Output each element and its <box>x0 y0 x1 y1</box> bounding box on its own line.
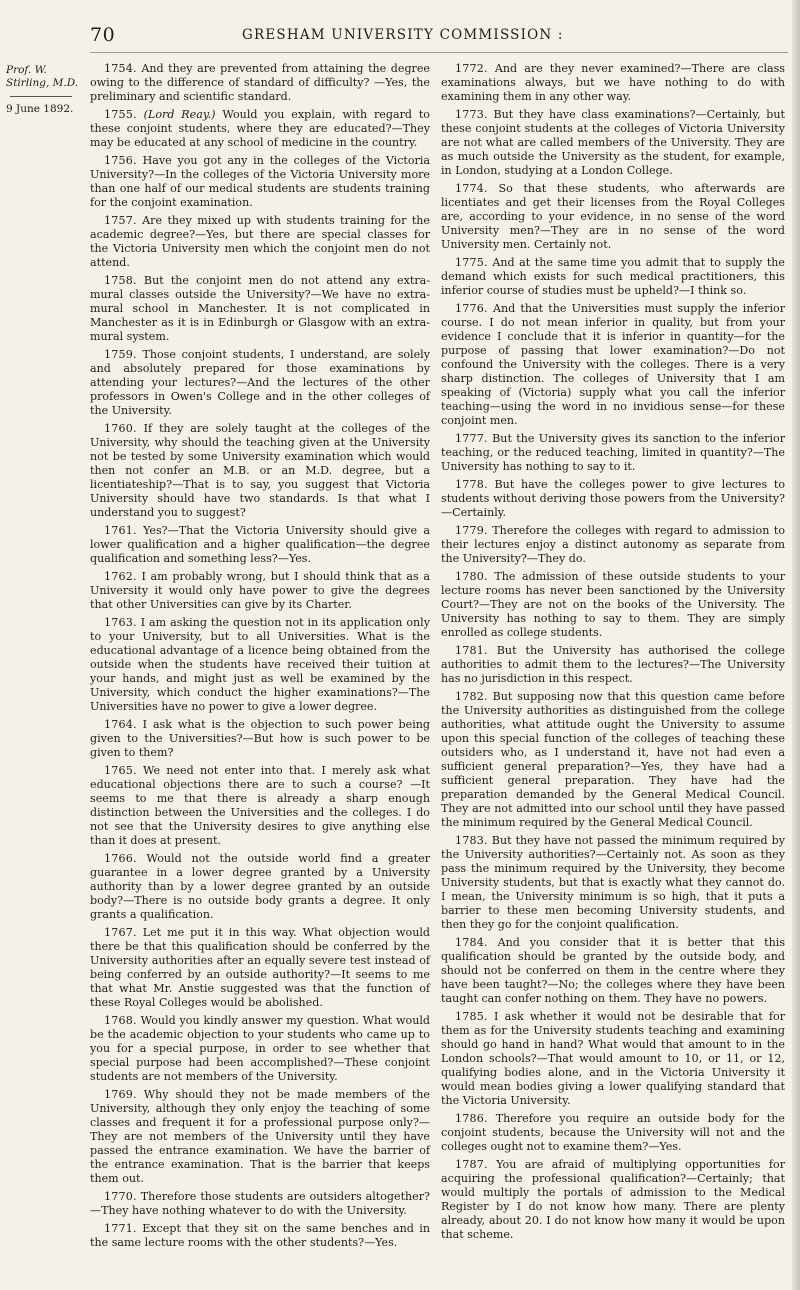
question-number: 1776. <box>455 302 488 315</box>
question-text: Why should they not be made members of the University, although they only enjoy the teaching of some classes and frequent it for a professional purpose only?—They are not members of the University until they have passed the entrance examination. We have the barrier of the entrance examination. That is the barrier that keeps them out. <box>90 1088 430 1185</box>
running-title: GRESHAM UNIVERSITY COMMISSION : <box>242 27 564 43</box>
question-paragraph <box>90 62 430 104</box>
question-text: Would not the outside world find a greater guarantee in a lower degree granted by a University authority than by a lower degree granted by an outside body?—There is no outside body grants a degree. It only grants a qualification. <box>90 852 431 921</box>
question-paragraph <box>441 690 785 830</box>
hearing-date: 9 June 1892. <box>6 103 74 115</box>
question-number: 1765. <box>104 764 137 777</box>
question-text: Have you got any in the colleges of the Victoria University?—In the colleges of the Victoria University more than one half of our medical students are students training for the conjoint examination. <box>90 154 431 209</box>
left-column <box>90 62 430 1254</box>
question-text: Therefore you require an outside body for the conjoint students, because the University will not and the colleges ought not to examine them?—Yes. <box>441 1112 785 1153</box>
question-paragraph <box>90 718 430 760</box>
margin-rule <box>10 96 72 97</box>
question-text: The admission of these outside students to your lecture rooms has never been sanctioned by the University Court?—They are not on the books of the University. The University has nothing to say to them. They are simply enrolled as college students. <box>441 570 786 639</box>
question-number: 1767. <box>104 926 137 939</box>
question-text: Are they mixed up with students training for the academic degree?—Yes, but there are special classes for the Victoria University men which the conjoint men do not attend. <box>90 214 430 269</box>
question-number: 1759. <box>104 348 137 361</box>
question-paragraph <box>90 616 430 714</box>
question-number: 1757. <box>104 214 137 227</box>
question-paragraph <box>441 936 785 1006</box>
question-number: 1785. <box>455 1010 488 1023</box>
question-number: 1768. <box>104 1014 137 1027</box>
question-number: 1761. <box>104 524 137 537</box>
question-paragraph <box>441 62 785 104</box>
question-text: I ask what is the objection to such power being given to the Universities?—But how is such power to be given to them? <box>90 718 431 759</box>
question-paragraph <box>90 852 430 922</box>
question-number: 1769. <box>104 1088 137 1101</box>
question-text: And are they never examined?—There are class examinations always, but we have nothing to do with examining them in any other way. <box>441 62 785 103</box>
question-number: 1766. <box>104 852 137 865</box>
page-header <box>70 24 770 48</box>
question-text: But they have class examinations?—Certainly, but these conjoint students at the colleges of Victoria University are not what are called members of the University. They are as much outside the University as the student, for example, in London, studying at a London College. <box>441 108 785 177</box>
question-text: But the University has authorised the college authorities to admit them to the lectures?—The University has no jurisdiction in this respect. <box>441 644 785 685</box>
witness-name: Prof. W. Stirling, M.D. <box>6 64 79 89</box>
question-text: Therefore the colleges with regard to admission to their lectures enjoy a distinct autonomy as separate from the University?—They do. <box>441 524 785 565</box>
question-paragraph <box>441 182 785 252</box>
right-column <box>441 62 785 1246</box>
question-number: 1756. <box>104 154 137 167</box>
question-number: 1779. <box>455 524 488 537</box>
question-text: Those conjoint students, I understand, are solely and absolutely prepared for those examinations by attending your lectures?—And the lectures of the other professors in Owen's College and in the other colleges of the University. <box>90 348 430 417</box>
question-text: Therefore those students are outsiders altogether?—They have nothing whatever to do with the University. <box>90 1190 430 1217</box>
question-paragraph <box>90 764 430 848</box>
question-text: And that the Universities must supply the inferior course. I do not mean inferior in quality, but from your evidence I conclude that it is inferior in quantity—for the purpose of passing that lower examination?—Do not confound the University with the colleges. There is a very sharp distinction. The colleges of University that I am speaking of (Victoria) supply what you call the inferior teaching—using the word in no invidious sense—for these conjoint men. <box>441 302 785 427</box>
header-rule <box>90 52 788 53</box>
question-number: 1773. <box>455 108 488 121</box>
question-number: 1774. <box>455 182 488 195</box>
question-text: I am probably wrong, but I should think that as a University it would only have power to give the degrees that other Universities can give by its Charter. <box>90 570 430 611</box>
question-text: But they have not passed the minimum required by the University authorities?—Certainly not. As soon as they pass the minimum required by the University, they become University students, but that is exactly what they cannot do. I mean, the University minimum is so high, that it puts a barrier to these men becoming University students, and then they go for the conjoint qualification. <box>441 834 785 931</box>
question-number: 1770. <box>104 1190 137 1203</box>
question-paragraph <box>90 1014 430 1084</box>
question-text: Except that they sit on the same benches and in the same lecture rooms with the other students?—Yes. <box>90 1222 430 1249</box>
question-number: 1783. <box>455 834 488 847</box>
question-text: You are afraid of multiplying opportunities for acquiring the professional qualification?—Certainly; that would multiply the portals of admission to the Medical Register by I do not know how many. There are plenty already, about 20. I do not know how many it would be upon that scheme. <box>441 1158 785 1241</box>
questioner-name: (Lord Reay.) <box>143 108 216 121</box>
question-number: 1778. <box>455 478 488 491</box>
question-text: I ask whether it would not be desirable that for them as for the University students teaching and examining should go hand in hand? What would that amount to in the London schools?—That would amount to 10, or 11, or 12, qualifying bodies alone, and in the Victoria University it would mean bodies giving a lower qualifying standard that the Victoria University. <box>441 1010 785 1107</box>
question-paragraph <box>90 1222 430 1250</box>
question-number: 1777. <box>455 432 488 445</box>
question-number: 1772. <box>455 62 488 75</box>
page-number: 70 <box>90 24 116 46</box>
question-paragraph <box>90 154 430 210</box>
question-number: 1763. <box>104 616 137 629</box>
question-number: 1784. <box>455 936 488 949</box>
question-text: We need not enter into that. I merely ask what educational objections there are to such a course? —It seems to me that there is already a sharp enough distinction between the Universities and the colleges. I do not see that the University desires to give anything else than it does at present. <box>90 764 431 847</box>
question-text: But the University gives its sanction to the inferior teaching, or the reduced teaching, limited in quantity?—The University has nothing to say to it. <box>441 432 786 473</box>
question-paragraph <box>441 432 785 474</box>
question-text: Let me put it in this way. What objection would there be that this qualification should be conferred by the University authorities after an equally severe test instead of being conferred by an outside authority?—It seems to me that what Mr. Anstie suggested was that the function of these Royal Colleges would be abolished. <box>90 926 430 1009</box>
question-paragraph <box>441 834 785 932</box>
question-paragraph <box>441 644 785 686</box>
question-text: I am asking the question not in its application only to your University, but to all Universities. What is the educational advantage of a licence being obtained from the outside when the students have received their tuition at your hands, and might just as well be examined by the University, which conduct the higher examinations?—The Universities have no power to give a lower degree. <box>90 616 430 713</box>
question-paragraph <box>441 108 785 178</box>
question-text: But supposing now that this question came before the University authorities as distinguished from the college authorities, what attitude ought the University to assume upon this special function of the colleges of teaching these outsiders who, as I understand it, have not had even a sufficient general preparation?—Yes, they have had a sufficient general preparation. They have had the preparation demanded by the General Medical Council. They are not admitted into our school until they have passed the minimum required by the General Medical Council. <box>441 690 785 829</box>
question-number: 1771. <box>104 1222 137 1235</box>
question-paragraph <box>441 1010 785 1108</box>
question-text: And at the same time you admit that to supply the demand which exists for such medical practitioners, this inferior course of studies must be upheld?—I think so. <box>441 256 785 297</box>
question-text: But have the colleges power to give lectures to students without deriving those powers from the University?—Certainly. <box>441 478 786 519</box>
question-text: Would you kindly answer my question. What would be the academic objection to your students who came up to you for a special purpose, in order to see whether that special purpose had been accomplished?—These conjoint students are not members of the University. <box>90 1014 430 1083</box>
question-number: 1775. <box>455 256 488 269</box>
question-paragraph <box>90 422 430 520</box>
question-paragraph <box>90 348 430 418</box>
question-paragraph <box>90 1088 430 1186</box>
question-text: So that these students, who afterwards are licentiates and get their licenses from the Royal Colleges are, according to your evidence, in no sense of the word University men?—They are in no sense of the word University men. Certainly not. <box>441 182 785 251</box>
question-number: 1762. <box>104 570 137 583</box>
question-text: And they are prevented from attaining the degree owing to the difference of standard of difficulty? —Yes, the preliminary and scientific standard. <box>90 62 430 103</box>
question-paragraph <box>90 1190 430 1218</box>
question-paragraph <box>441 302 785 428</box>
question-paragraph <box>90 108 430 150</box>
question-text: But the conjoint men do not attend any extra-mural classes outside the University?—We have no extra-mural school in Manchester. It is not complicated in Manchester as it is in Edinburgh or Glasgow with an extra-mural system. <box>90 274 430 343</box>
question-number: 1780. <box>455 570 488 583</box>
question-number: 1760. <box>104 422 137 435</box>
question-paragraph <box>441 1112 785 1154</box>
question-text: Would you explain, with regard to these conjoint students, where they are educated?—They may be educated at any school of medicine in the country. <box>90 108 430 149</box>
question-paragraph <box>441 478 785 520</box>
question-paragraph <box>90 926 430 1010</box>
question-number: 1786. <box>455 1112 488 1125</box>
question-paragraph <box>441 524 785 566</box>
question-paragraph <box>90 570 430 612</box>
question-paragraph <box>441 570 785 640</box>
question-number: 1754. <box>104 62 137 75</box>
question-number: 1758. <box>104 274 137 287</box>
question-number: 1787. <box>455 1158 488 1171</box>
question-paragraph <box>90 524 430 566</box>
question-paragraph <box>90 274 430 344</box>
question-paragraph <box>441 1158 785 1242</box>
question-text: If they are solely taught at the colleges of the University, why should the teaching given at the University not be tested by some University examination which would then not confer an M.B. or an M.D. degree, but a licentiateship?—That is to say, you suggest that Victoria University should have two standards. Is that what I understand you to suggest? <box>90 422 430 519</box>
question-number: 1755. <box>104 108 137 121</box>
question-paragraph <box>441 256 785 298</box>
question-text: And you consider that it is better that this qualification should be granted by the outside body, and should not be conferred on them in the centre where they have been taught?—No; the colleges where they have been taught can confer nothing on them. They have no powers. <box>441 936 786 1005</box>
page-edge <box>792 0 800 1290</box>
margin-note <box>6 64 90 116</box>
question-number: 1782. <box>455 690 488 703</box>
question-text: Yes?—That the Victoria University should give a lower qualification and a higher qualification—the degree qualification and something less?—Yes. <box>90 524 430 565</box>
question-paragraph <box>90 214 430 270</box>
question-number: 1764. <box>104 718 137 731</box>
question-number: 1781. <box>455 644 488 657</box>
